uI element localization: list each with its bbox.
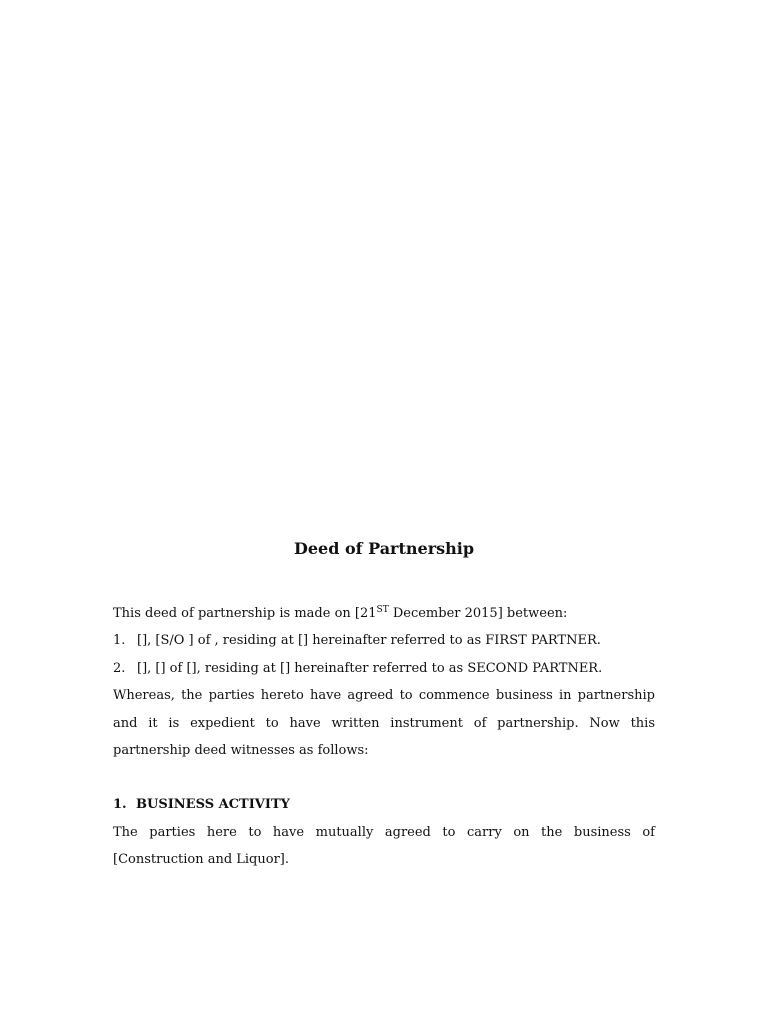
party-item-second [113,655,655,682]
section-number: 1. [113,797,127,813]
section-paragraph-business-activity: The parties here to have mutually agreed to carry on the business of [Construction and Liquor]. [113,824,655,868]
document-title: Deed of Partnership [293,539,475,558]
party-number: 1. [113,633,126,649]
whereas-paragraph: Whereas, the parties hereto have agreed to commence business in partnership and it is expedient to have written instrument of partnership. Now this partnership deed witnesses as follows: [113,688,655,759]
party-text: [], [S/O ] of , residing at [] hereinafter referred to as FIRST PARTNER. [137,633,601,649]
section-heading-business-activity [113,791,655,818]
party-item-first [113,627,655,654]
intro-paragraph [113,600,655,627]
intro-text: This deed of partnership is made on [21 [113,606,377,621]
document-body [113,600,655,874]
party-text: [], [] of [], residing at [] hereinafter referred to as SECOND PARTNER. [137,660,603,676]
party-number: 2. [113,660,126,676]
section-heading-text: BUSINESS ACTIVITY [136,797,290,813]
date-superscript: ST [376,605,389,615]
intro-text-end: December 2015] between: [388,606,568,621]
